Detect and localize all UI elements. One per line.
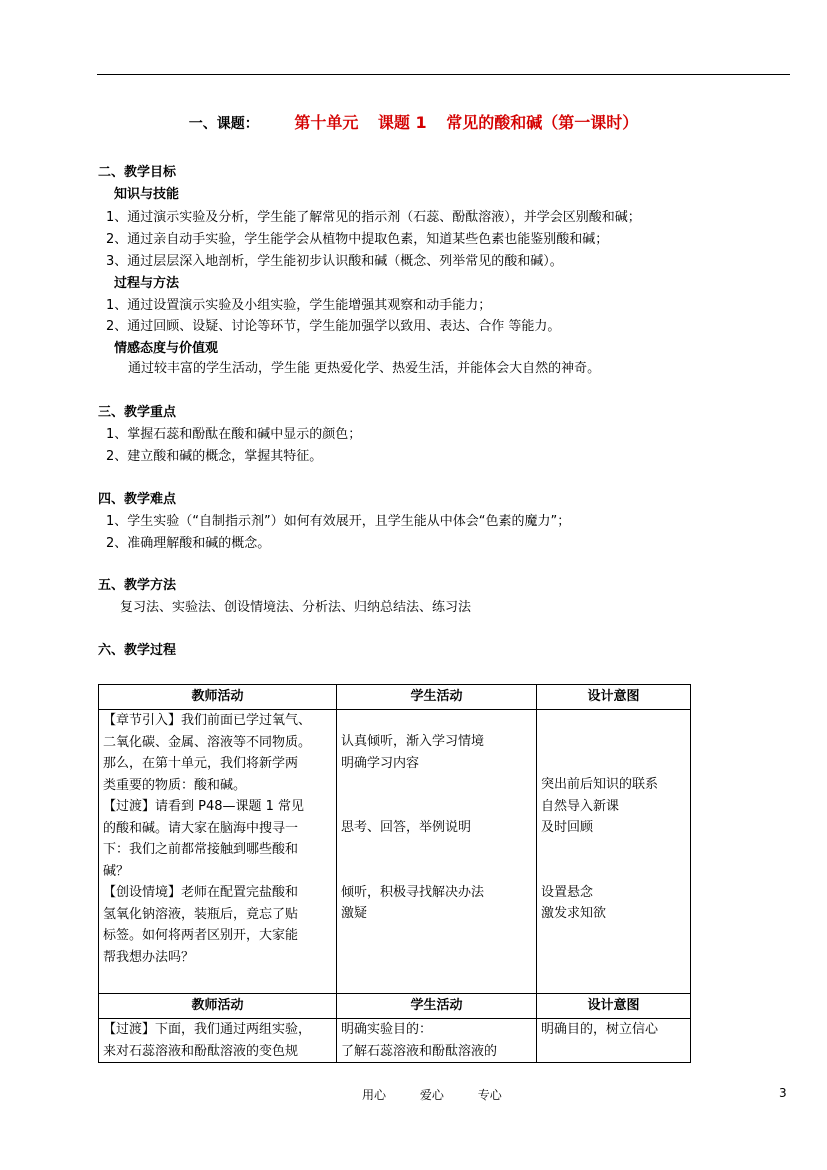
- row1-teacher-line: 帮我想办法吗？: [103, 949, 195, 965]
- title-lesson: 课题 1: [377, 113, 427, 132]
- row2-teacher-line: 【过渡】下面，我们通过两组实验，: [103, 1022, 312, 1037]
- row1-intent-line: 自然导入新课: [541, 798, 620, 814]
- page-number: 3: [779, 1086, 787, 1100]
- header-teacher-repeat: 教师活动: [99, 994, 337, 1019]
- row2-teacher-line: 来对石蕊溶液和酚酞溶液的变色规: [103, 1043, 299, 1059]
- row1-teacher-line: 【过渡】请看到 P48—课题 1 常见: [103, 799, 305, 814]
- row1-teacher-line: 的酸和碱。请大家在脑海中搜寻一: [103, 820, 299, 836]
- key-point-1: 1、掌握石蕊和酚酞在酸和碱中显示的颜色；: [106, 427, 362, 442]
- difficulty-1: 1、学生实验（“自制指示剂”）如何有效展开，且学生能从中体会“色素的魔力”；: [106, 514, 571, 529]
- title-topic: 常见的酸和碱（第一课时）: [446, 113, 639, 132]
- knowledge-heading: 知识与技能: [114, 187, 180, 202]
- procedure-heading: 六、教学过程: [98, 643, 177, 658]
- methods-heading: 五、教学方法: [98, 578, 177, 593]
- lesson-title: [0, 110, 827, 133]
- header-student-repeat: 学生活动: [337, 994, 537, 1019]
- table-header-row: [99, 994, 691, 1019]
- process-item-1: 1、通过设置演示实验及小组实验，学生能增强其观察和动手能力；: [106, 298, 492, 313]
- header-student: 学生活动: [337, 685, 537, 710]
- row2-intent-line: 明确目的，树立信心: [541, 1022, 659, 1037]
- goals-heading: 二、教学目标: [98, 165, 177, 180]
- row1-intent-line: 突出前后知识的联系: [541, 777, 659, 792]
- row2-intent-cell: [537, 1019, 691, 1063]
- row1-teacher-line: 那么，在第十单元，我们将新学两: [103, 756, 299, 771]
- row1-student-line: 思考、回答，举例说明: [341, 820, 472, 835]
- row1-teacher-line: 碱？: [103, 863, 130, 879]
- knowledge-item-2: 2、通过亲自动手实验，学生能学会从植物中提取色素，知道某些色素也能鉴别酸和碱；: [106, 232, 609, 247]
- row1-teacher-line: 二氧化碳、金属、溶液等不同物质。: [103, 734, 312, 750]
- process-item-2: 2、通过回顾、设疑、讨论等环节，学生能加强学以致用、表达、合作 等能力。: [106, 319, 561, 334]
- header-intent: 设计意图: [537, 685, 691, 710]
- row1-student-spacer: [341, 839, 532, 861]
- row1-teacher-line: 类重要的物质：酸和碱。: [103, 777, 247, 793]
- row2-student-line: 明确实验目的：: [341, 1022, 433, 1037]
- title-unit: 第十单元: [294, 113, 359, 132]
- row1-teacher-line: 【创设情境】老师在配置完盐酸和: [103, 885, 299, 900]
- row1-student-spacer: [341, 774, 532, 796]
- footer-item: 用心: [362, 1088, 387, 1102]
- difficulties-heading: 四、教学难点: [98, 492, 177, 507]
- process-heading: 过程与方法: [114, 276, 180, 291]
- row2-student-cell: [337, 1019, 537, 1063]
- table-header-row: [99, 685, 691, 710]
- header-teacher: 教师活动: [99, 685, 337, 710]
- row1-student-line: 认真倾听，渐入学习情境: [341, 734, 485, 749]
- methods-text: 复习法、实验法、创设情境法、分析法、归纳总结法、练习法: [120, 600, 472, 615]
- row1-student-line: 明确学习内容: [341, 755, 420, 771]
- row1-intent-cell: [537, 710, 691, 994]
- row1-teacher-line: 【章节引入】我们前面已学过氧气、: [103, 713, 312, 728]
- row2-teacher-cell: [99, 1019, 337, 1063]
- difficulty-2: 2、准确理解酸和碱的概念。: [106, 536, 271, 551]
- row2-student-line: 了解石蕊溶液和酚酞溶液的: [341, 1043, 498, 1059]
- title-label: 一、课题：: [188, 116, 259, 132]
- row1-intent-line: 设置悬念: [541, 884, 594, 900]
- row1-intent-spacer: [541, 839, 686, 861]
- attitude-heading: 情感态度与价值观: [114, 341, 219, 356]
- row1-intent-spacer: [541, 860, 686, 882]
- header-rule: [97, 74, 790, 75]
- row1-student-cell: [337, 710, 537, 994]
- key-point-2: 2、建立酸和碱的概念，掌握其特征。: [106, 449, 323, 464]
- attitude-text: 通过较丰富的学生活动，学生能 更热爱化学、热爱生活，并能体会大自然的神奇。: [128, 361, 601, 376]
- table-row: [99, 710, 691, 994]
- row1-teacher-cell: [99, 710, 337, 994]
- knowledge-item-1: 1、通过演示实验及分析，学生能了解常见的指示剂（石蕊、酚酞溶液），并学会区别酸和碱；: [106, 210, 641, 225]
- row1-student-spacer: [341, 796, 532, 818]
- key-points-heading: 三、教学重点: [98, 405, 177, 420]
- footer-item: 专心: [477, 1088, 502, 1102]
- row1-teacher-line: 下：我们之前都常接触到哪些酸和: [103, 842, 299, 857]
- row1-student-line: 激疑: [341, 906, 368, 921]
- procedure-table: [98, 684, 691, 1063]
- header-intent-repeat: 设计意图: [537, 994, 691, 1019]
- footer-item: 爱心: [419, 1088, 444, 1102]
- knowledge-item-3: 3、通过层层深入地剖析，学生能初步认识酸和碱（概念、列举常见的酸和碱）。: [106, 254, 563, 269]
- row1-intent-line: 激发求知欲: [541, 906, 607, 921]
- row1-student-spacer: [341, 860, 532, 882]
- table-row: [99, 1019, 691, 1063]
- row1-teacher-line: 氢氧化钠溶液，装瓶后，竟忘了贴: [103, 906, 299, 922]
- row1-teacher-line: 标签。如何将两者区别开，大家能: [103, 928, 299, 943]
- footer-motto: [362, 1086, 502, 1103]
- row1-student-line: 倾听，积极寻找解决办法: [341, 884, 485, 900]
- row1-intent-line: 及时回顾: [541, 820, 594, 835]
